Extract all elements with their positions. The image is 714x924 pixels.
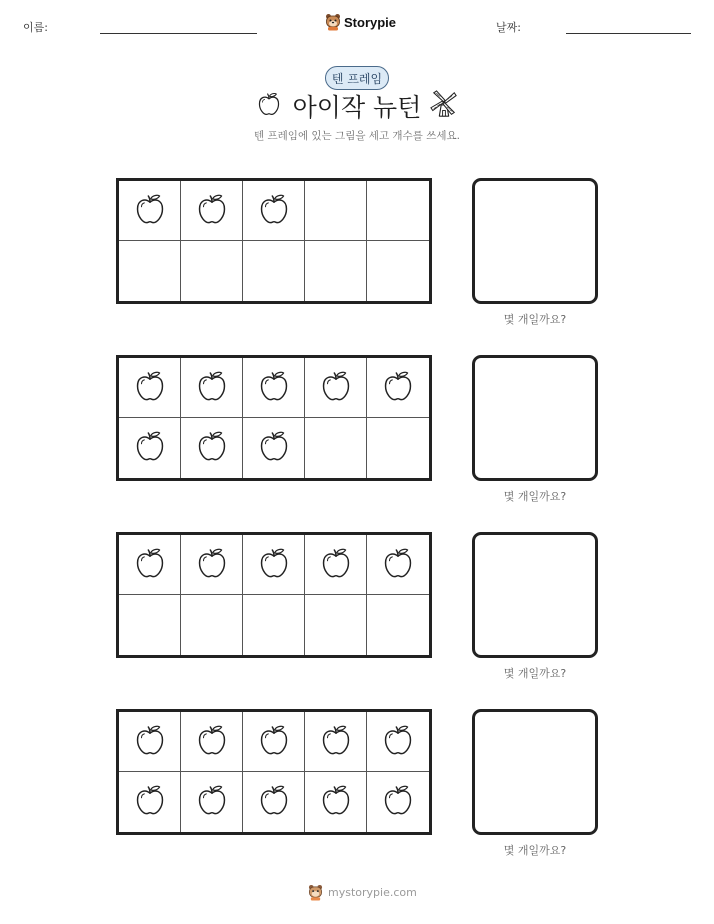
apple-icon (133, 781, 167, 823)
frame-cell (305, 772, 367, 832)
frame-cell (305, 535, 367, 595)
frame-cell (119, 712, 181, 772)
frame-cell (305, 418, 367, 478)
name-line[interactable] (100, 33, 257, 34)
frame-cell (243, 241, 305, 301)
frame-cell (367, 181, 429, 241)
apple-icon (319, 781, 353, 823)
frame-cell (181, 181, 243, 241)
apple-icon (257, 781, 291, 823)
frame-cell (367, 241, 429, 301)
question-prompt: 몇 개일까요? (503, 490, 567, 503)
topic-badge: 텐 프레임 (325, 66, 389, 90)
question-prompt: 몇 개일까요? (503, 667, 567, 680)
frame-cell (367, 418, 429, 478)
frame-cell (181, 535, 243, 595)
frame-cell (119, 241, 181, 301)
apple-icon (195, 190, 229, 232)
frame-cell (243, 595, 305, 655)
ten-frame (116, 532, 432, 658)
frame-cell (243, 181, 305, 241)
brand-name: Storypie (344, 14, 397, 30)
frame-cell (305, 181, 367, 241)
frame-cell (181, 418, 243, 478)
apple-icon (381, 721, 415, 763)
apple-icon (381, 781, 415, 823)
instruction-text: 텐 프레임에 있는 그림을 세고 개수를 쓰세요. (254, 130, 460, 142)
frame-cell (243, 358, 305, 418)
apple-icon (257, 427, 291, 469)
answer-box[interactable] (472, 178, 598, 304)
brand-logo (325, 13, 396, 31)
frame-cell (119, 772, 181, 832)
frame-cell (119, 358, 181, 418)
frame-cell (243, 772, 305, 832)
frame-cell (181, 595, 243, 655)
frame-cell (305, 241, 367, 301)
frame-cell (367, 772, 429, 832)
answer-box[interactable] (472, 355, 598, 481)
storypie-mascot-icon (325, 13, 341, 31)
name-label: 이름: (23, 21, 48, 34)
question-prompt: 몇 개일까요? (503, 313, 567, 326)
frame-cell (305, 595, 367, 655)
ten-frame (116, 355, 432, 481)
frame-cell (243, 535, 305, 595)
frame-cell (119, 181, 181, 241)
frame-cell (367, 595, 429, 655)
apple-icon (257, 721, 291, 763)
apple-icon (133, 427, 167, 469)
apple-icon (195, 721, 229, 763)
apple-icon (257, 367, 291, 409)
frame-cell (181, 358, 243, 418)
question-prompt: 몇 개일까요? (503, 844, 567, 857)
answer-box[interactable] (472, 532, 598, 658)
apple-icon (257, 544, 291, 586)
apple-icon (133, 721, 167, 763)
apple-icon (381, 367, 415, 409)
ten-frame (116, 178, 432, 304)
apple-icon (319, 544, 353, 586)
date-line[interactable] (566, 33, 691, 34)
windmill-icon (430, 90, 458, 122)
frame-cell (181, 772, 243, 832)
storypie-mascot-icon (308, 884, 323, 901)
date-label: 날짜: (496, 21, 521, 34)
frame-cell (305, 358, 367, 418)
apple-icon (319, 721, 353, 763)
frame-cell (367, 535, 429, 595)
apple-icon (133, 544, 167, 586)
frame-cell (181, 241, 243, 301)
frame-cell (243, 418, 305, 478)
apple-icon (381, 544, 415, 586)
frame-cell (367, 358, 429, 418)
footer (308, 884, 417, 901)
frame-cell (119, 418, 181, 478)
apple-icon (195, 781, 229, 823)
apple-icon (133, 190, 167, 232)
frame-cell (119, 595, 181, 655)
apple-icon (195, 427, 229, 469)
page-title: 아이작 뉴턴 (292, 93, 422, 122)
frame-cell (119, 535, 181, 595)
frame-cell (181, 712, 243, 772)
apple-icon (133, 367, 167, 409)
frame-cell (367, 712, 429, 772)
frame-cell (243, 712, 305, 772)
apple-icon (257, 190, 291, 232)
footer-url: mystorypie.com (328, 886, 417, 899)
frame-cell (305, 712, 367, 772)
apple-icon (195, 367, 229, 409)
answer-box[interactable] (472, 709, 598, 835)
apple-icon (195, 544, 229, 586)
ten-frame (116, 709, 432, 835)
apple-icon (319, 367, 353, 409)
